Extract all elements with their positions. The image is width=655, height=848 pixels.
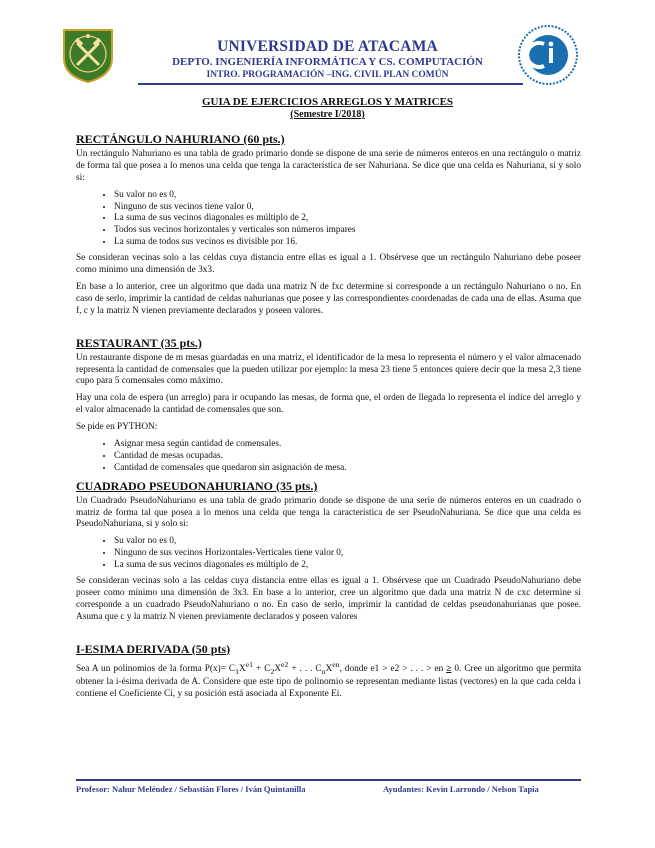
section-heading: CUADRADO PSEUDONAHURIANO (35 pts.) xyxy=(76,478,318,493)
paragraph: Un restaurante dispone de m mesas guardadas en una matriz, el identificador de la mesa lo representa el número y el valor almacenado representa la cantidad de comensales que la pueden utilizar por ejemplo: la mesa 23 tiene 5 entonces quiere decir que la mesa 2,3 tiene cupo para 5 comensales como máximo. xyxy=(76,352,581,387)
section-heading: RESTAURANT (35 pts.) xyxy=(76,335,202,350)
paragraph: Se pide en PYTHON: xyxy=(76,422,158,433)
paragraph: Hay una cola de espera (un arreglo) para ir ocupando las mesas, de forma que, el orden de llegada lo representa el índice del arreglo y el valor almacenado la cantidad de comensales que son. xyxy=(76,393,581,416)
list-item: • Asignar mesa según cantidad de comensales. xyxy=(114,439,581,451)
paragraph-polynomial: Sea A un polinomios de la forma $P(x)= C_1X^{e1} + C_2X^{e2}$ + . . . $C_nX^{en}$, donde e1 > e2 > . . . > en ≥ 0. Cree un algoritmo que permita obtener la i-ésima derivada de A. Considere que este tipo de polinomio se representan mediante listas (vectores) en la que cada celda i contiene el Coeficiente Ci, y su posición está asociada al Exponente Ei. xyxy=(76,659,582,700)
footer-assistants: Ayudantes: Kevin Larrondo / Nelson Tapia xyxy=(383,784,539,794)
list-item: • La suma de todos sus vecinos es divisible por 16. xyxy=(114,237,581,249)
list-item: • La suma de sus vecinos diagonales es múltiplo de 2, xyxy=(114,213,581,225)
list-item: • Ninguno de sus vecinos tiene valor 0, xyxy=(114,202,581,214)
header xyxy=(0,0,655,100)
paragraph: Un rectángulo Nahuriano es una tabla de grado primario donde se dispone de una serie de números enteros en una rectángulo o matriz de forma tal que posea a lo menos una celda que tenga la característica de ser Nahuriana. Se dice que una celda es Nahuriana, si y solo si: xyxy=(76,148,581,183)
university-name: UNIVERSIDAD DE ATACAMA xyxy=(217,38,438,55)
list-item: • Todos sus vecinos horizontales y verticales son números impares xyxy=(114,225,581,237)
bullet-list xyxy=(76,190,581,250)
bullet-list xyxy=(76,536,581,572)
list-item: • Su valor no es 0, xyxy=(114,190,581,202)
guide-semester: (Semestre I/2018) xyxy=(290,109,365,120)
paragraph: Un Cuadrado PseudoNahuriano es una tabla de grado primario donde se dispone de una serie de números enteros en un cuadrado o matriz de forma tal que posea a lo menos una celda que tenga la característica de ser PseudoNahuriana. Se dice que una celda es PseudoNahuriana, si y solo si: xyxy=(76,495,581,530)
list-item: • Cantidad de comensales que quedaron sin asignación de mesa. xyxy=(114,463,581,475)
course-name: INTRO. PROGRAMACIÓN –ING. CIVIL PLAN COMÚN xyxy=(206,70,449,80)
list-item: • Su valor no es 0, xyxy=(114,536,581,548)
department-name: DEPTO. INGENIERÍA INFORMÁTICA Y CS. COMPUTACIÓN xyxy=(172,56,483,68)
document-body xyxy=(76,128,581,706)
header-divider xyxy=(138,83,523,85)
paragraph: Se consideran vecinas solo a las celdas cuya distancia entre ellas es igual a 1. Obsérvese que un rectángulo Nahuriano debe poseer como mínimo una dimensión de 3x3. xyxy=(76,253,581,276)
guide-title: GUIA DE EJERCICIOS ARREGLOS Y MATRICES xyxy=(201,96,454,108)
list-item: • La suma de sus vecinos diagonales es múltiplo de 2, xyxy=(114,560,581,572)
list-item: • Ninguno de sus vecinos Horizontales-Verticales tiene valor 0, xyxy=(114,548,581,560)
paragraph: Se consideran vecinas solo a las celdas cuya distancia entre ellas es igual a 1. Obsérvese que un Cuadrado PseudoNahuriano debe poseer como mínimo una dimensión de 3x3. En base a lo anterior, cree un algoritmo que dada una matriz N de cxc determine si corresponde a un cuadrado PseudoNahuriano o no. En caso de serlo, imprimir la cantidad de celdas pseudonahurianas que posee. Asuma que c y la matriz N vienen previamente declarados y poseen valores xyxy=(76,576,581,622)
section-heading: RECTÁNGULO NAHURIANO (60 pts.) xyxy=(76,132,285,146)
footer-professors: Profesor: Nahur Meléndez / Sebastián Flores / Iván Quintanilla xyxy=(76,784,306,794)
list-item: • Cantidad de mesas ocupadas. xyxy=(114,451,581,463)
paragraph: En base a lo anterior, cree un algoritmo que dada una matriz N de fxc determine si corresponde a un rectángulo Nahuriano o no. En caso de serlo, imprimir la cantidad de celdas nahurianas que posee y las correspondientes coordenadas de cada una de ellas. Asuma que f, c y la matriz N vienen previamente declarados y poseen valores. xyxy=(76,281,581,316)
section-heading: I-ESIMA DERIVADA (50 pts) xyxy=(76,641,231,656)
footer-divider xyxy=(76,779,581,781)
bullet-list xyxy=(76,439,581,475)
